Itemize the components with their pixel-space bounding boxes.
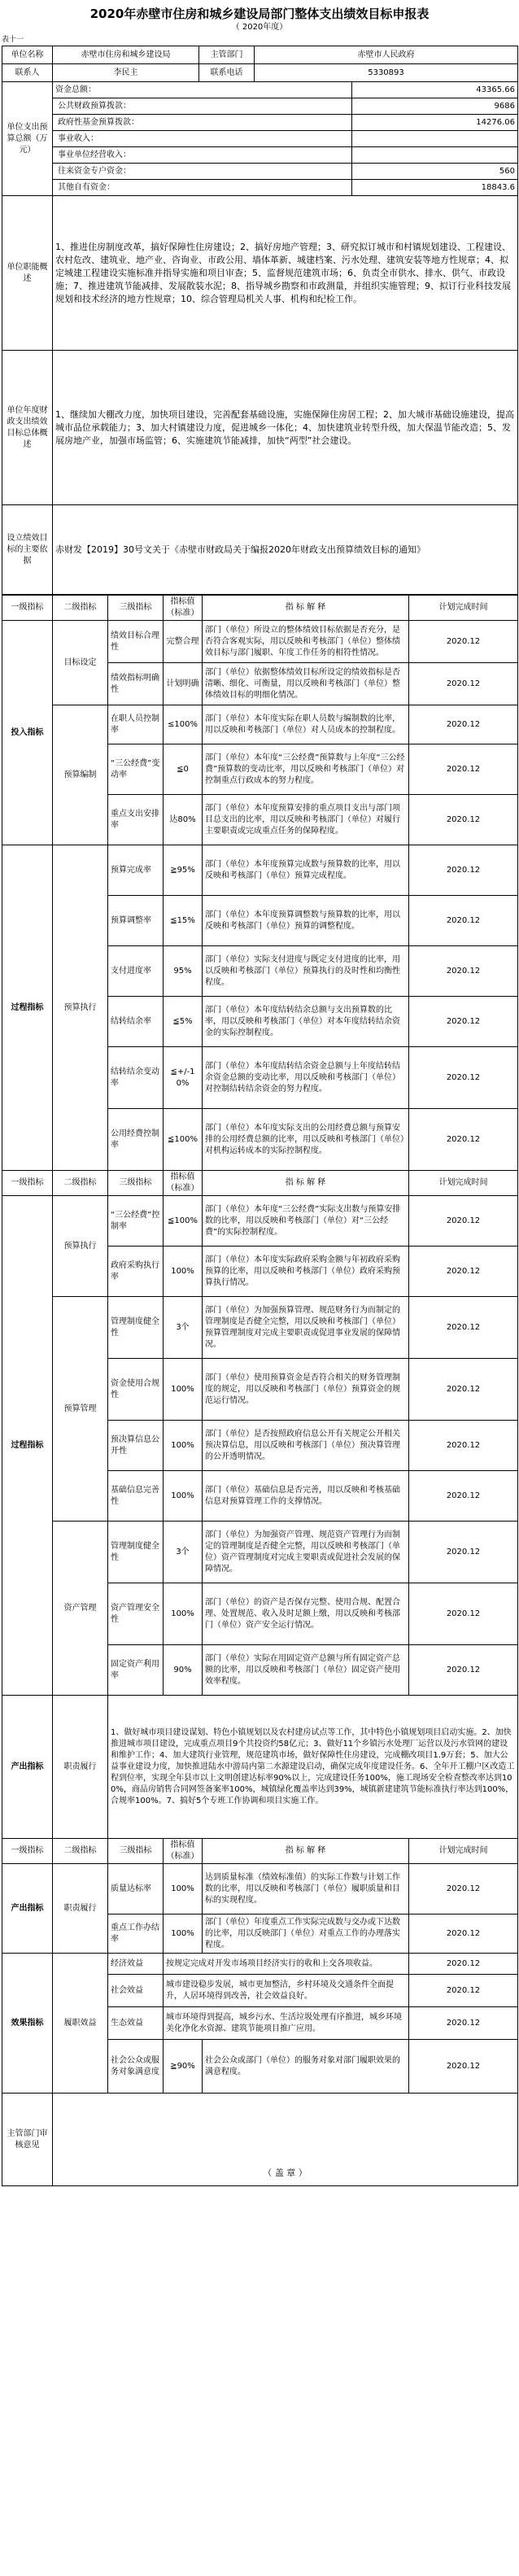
process-indicator-label: 过程指标 [2,1196,53,1696]
indicator-desc: 部门（单位）本年度实际在职人员数与编制数的比率，用以反映和考核部门（单位）对人员成本的控制程度。 [203,705,409,744]
col-header-plan: 计划完成时间 [409,1839,518,1864]
indicator-desc: 部门（单位）依据整体绩效目标所设定的绩效指标是否清晰、细化、可衡量，用以反映和考核部门（单位）整体绩效目标的明细化情况。 [203,663,409,705]
l2-label: 职责履行 [53,1864,108,1954]
indicator-desc: 部门（单位）的资产是否保存完整、使用合规、配置合理、处置规范、收入及时足额上缴，用以反映和考核部门（单位）资产安全运行情况。 [203,1583,409,1645]
l3-label: “三公经费”变动率 [108,744,164,795]
plan-date: 2020.12 [409,1047,518,1109]
l3-label: “三公经费”控制率 [108,1196,164,1247]
indicator-value: 100% [164,1583,203,1645]
funds-row-label: 事业单位经营收入： [53,147,352,164]
indicator-desc: 部门（单位）本年度结转结余总额与支出预算数的比率，用以反映和考核部门（单位）对本年度结转结余资金的实际控制程度。 [203,997,409,1047]
l3-label: 管理制度健全性 [108,1522,164,1583]
funds-row-label: 公共财政预算拨款： [53,98,352,115]
plan-date: 2020.12 [409,946,518,997]
indicator-desc: 部门（单位）实际在用固定资产总额与所有固定资产总额的比率，用以反映和考核部门（单位）固定资产使用效率程度。 [203,1645,409,1696]
indicator-value: 完整合理 [164,621,203,663]
l3-label: 资金使用合规性 [108,1359,164,1421]
l3-label: 基础信息完善性 [108,1471,164,1522]
funds-row-value: 18843.6 [352,180,518,196]
indicator-value: ≦15% [164,896,203,946]
indicator-value: 3个 [164,1522,203,1583]
page-title: 2020年赤壁市住房和城乡建设局部门整体支出绩效目标申报表 [89,7,430,21]
indicator-desc: 部门（单位）本年度“三公经费”预算数与上年度“三公经费”预算数的变动比率，用以反映和考核部门（单位）对控制重点行政成本的努力程度。 [203,744,409,795]
l3-label: 绩效目标合理性 [108,621,164,663]
funds-row-value: 14276.06 [352,115,518,131]
col-header-desc: 指 标 解 释 [203,1839,409,1864]
funds-row-label: 其他自有资金： [53,180,352,196]
indicator-value: 100% [164,1247,203,1297]
plan-date: 2020.12 [409,705,518,744]
col-header-l1: 一级指标 [2,596,53,621]
plan-date: 2020.12 [409,2007,518,2040]
seal-label: （ 盖 章 ） [263,2168,307,2178]
plan-date: 2020.12 [409,795,518,845]
contact-label: 联系人 [2,64,53,82]
duty-text: 1、推进住房制度改革，搞好保障性住房建设；2、搞好房地产管理；3、研究拟订城市和村镇规划建设、工程建设、农村危改、建筑业、地产业、咨询业、市政公用、墙体革新、城建档案、污水处理、建筑安装等地方性规章；4、拟定城建工程建设实施标准并指导实施和项目审查；5、监督规范建筑市场；6、负责全市供水、排水、供气、市政设施；7、推进建筑节能减排、发展散装水泥；8、指导城乡勘察和市政测量，并组织实施管理；9、拟订行业科技发展规划和技术经济的地方性规章；10、综合管理局机关人事、机构和纪检工作。 [53,196,518,351]
dept-value: 赤壁市人民政府 [255,46,518,64]
indicator-value: 90% [164,1645,203,1696]
funds-row-value: 43365.66 [352,82,518,98]
indicator-desc: 部门（单位）年度重点工作实际完成数与交办或下达数的比率，用以反映部门（单位）对重点工作的办理落实程度。 [203,1915,409,1954]
col-header-value: 指标值（标准） [164,1839,203,1864]
contact-value: 李民主 [53,64,199,82]
funds-row-value [352,131,518,147]
indicator-desc: 部门（单位）为加强预算管理、规范财务行为而制定的管理制度是否健全完整，用以反映和考核部门（单位）预算管理制度对完成主要职责或促进事业发展的保障情况。 [203,1297,409,1359]
phone-label: 联系电话 [199,64,255,82]
l3-label: 政府采购执行率 [108,1247,164,1297]
col-header-desc: 指 标 解 释 [203,1171,409,1196]
l2-label: 预算编制 [53,705,108,845]
indicator-desc: 部门（单位）本年度预算完成数与预算数的比率，用以反映和考核部门（单位）预算完成程度。 [203,845,409,896]
plan-date: 2020.12 [409,1954,518,1975]
funds-section-label: 单位支出预算总额（万元） [2,82,53,196]
l2-label: 职责履行 [53,1696,108,1839]
indicator-desc: 部门（单位）基础信息是否完善，用以反映和考核基础信息对预算管理工作的支撑情况。 [203,1471,409,1522]
plan-date: 2020.12 [409,1471,518,1522]
col-header-plan: 计划完成时间 [409,1171,518,1196]
col-header-value: 指标值（标准） [164,596,203,621]
plan-date: 2020.12 [409,1645,518,1696]
l3-label: 支付进度率 [108,946,164,997]
indicator-value: 95% [164,946,203,997]
l3-label: 社会公众或服务对象满意度 [108,2040,164,2094]
l2-label: 预算管理 [53,1297,108,1522]
col-header-plan: 计划完成时间 [409,596,518,621]
funds-row-label: 政府性基金预算拨款： [53,115,352,131]
l3-label: 经济效益 [108,1954,164,1975]
l3-label: 预算完成率 [108,845,164,896]
indicator-value: 100% [164,1471,203,1522]
plan-date: 2020.12 [409,1196,518,1247]
plan-date: 2020.12 [409,1109,518,1171]
indicator-desc: 部门（单位）本年度“三公经费”实际支出数与预算安排数的比率，用以反映和考核部门（单位）对“三公经费”的实际控制程度。 [203,1196,409,1247]
l3-label: 资产管理安全性 [108,1583,164,1645]
plan-date: 2020.12 [409,744,518,795]
indicator-value: ≦0 [164,744,203,795]
indicator-desc: 部门（单位）本年度实际政府采购金额与年初政府采购预算的比率，用以反映和考核部门（单位）政府采购预算执行情况。 [203,1247,409,1297]
funds-row-label: 往来资金专户资金： [53,164,352,180]
indicator-value: ≤100% [164,705,203,744]
process-indicator-label: 过程指标 [2,845,53,1171]
funds-row-value [352,147,518,164]
l2-label: 预算执行 [53,1196,108,1297]
l2-label: 预算执行 [53,845,108,1171]
indicator-desc: 部门（单位）本年度预算调整数与预算数的比率，用以反映和考核部门（单位）预算的调整程度。 [203,896,409,946]
output-indicator-label: 产出指标 [2,1864,53,1954]
l3-label: 重点支出安排率 [108,795,164,845]
l2-label: 履职效益 [53,1954,108,2094]
indicator-value: 达80% [164,795,203,845]
indicator-value: ≧90% [164,2040,203,2094]
plan-date: 2020.12 [409,2040,518,2094]
indicator-desc: 部门（单位）所设立的整体绩效目标依据是否充分，是否符合客观实际，用以反映和考核部门（单位）整体绩效目标与部门履职、年度工作任务的相符性情况。 [203,621,409,663]
col-header-l1: 一级指标 [2,1171,53,1196]
l3-label: 质量达标率 [108,1864,164,1915]
l3-label: 预决算信息公开性 [108,1421,164,1471]
plan-date: 2020.12 [409,1975,518,2007]
duty-label: 单位职能概述 [2,196,53,351]
info-table [2,46,518,595]
l3-label: 绩效指标明确性 [108,663,164,705]
col-header-l2: 二级指标 [53,596,108,621]
indicator-desc: 达到质量标准（绩效标准值）的实际工作数与计划工作数的比率，用以反映和考核部门（单位）履职质量和目标的实现程度。 [203,1864,409,1915]
l3-label: 公用经费控制率 [108,1109,164,1171]
plan-date: 2020.12 [409,1864,518,1915]
funds-row-label: 资金总额： [53,82,352,98]
effect-text: 社会公众或部门（单位）的服务对象对部门履职效果的满意程度。 [203,2040,409,2094]
plan-date: 2020.12 [409,997,518,1047]
output-text: 1、做好城市项目建设谋划、特色小镇规划以及农村建房试点等工作，其中特色小镇规划项目启动实施。2、加快推进城市项目建设，完成重点项目9个共投资约58亿元；3、做好11个乡镇污水处理厂运营以及污水管网的建设和维护工作；4、加大建筑行业管理，规范建筑市场，做好保障性住房建设，完成棚改项目1.9万套；5、加大公益事业建设力度，加快推进陆水中游局内第二水源建设启动，确保完成年度建设任务。6、全年开工棚户区改造工程到位率，实现全年县市以上文明创建达标率90%以上，完成建设任务100%，施工现场安全检查整改率达到100%，商品房销售合同网签备案率100%，城镇绿化覆盖率达到39%，城镇新建建筑节能标准执行率达到100%，合规率100%。7、搞好5个专班工作协调和项目实施工作。 [108,1696,518,1839]
indicator-value: ≦+/-10% [164,1047,203,1109]
l3-label: 生态效益 [108,2007,164,2040]
funds-row-label: 事业收入： [53,131,352,147]
unit-name-label: 单位名称 [2,46,53,64]
effect-text: 按规定完成对开发市场项目经济实行的收和上交各项收益。 [164,1954,409,1975]
plan-label: 单位年度财政支出绩效目标总体概述 [2,351,53,505]
indicator-desc: 部门（单位）是否按照政府信息公开有关规定公开相关预决算信息，用以反映和考核部门（单位）预决算管理的公开透明情况。 [203,1421,409,1471]
col-header-l2: 二级指标 [53,1839,108,1864]
indicator-desc: 部门（单位）本年度实际支出的公用经费总额与预算安排的公用经费总额的比率，用以反映和考核部门（单位）对机构运转成本的实际控制程度。 [203,1109,409,1171]
indicator-desc: 部门（单位）实际支付进度与既定支付进度的比率，用以反映和考核部门（单位）预算执行的及时性和均衡性程度。 [203,946,409,997]
col-header-l3: 三级指标 [108,596,164,621]
l2-label: 目标设定 [53,621,108,705]
plan-date: 2020.12 [409,1359,518,1421]
l2-label: 资产管理 [53,1522,108,1696]
plan-date: 2020.12 [409,1247,518,1297]
funds-row-value: 9686 [352,98,518,115]
funds-row-value: 560 [352,164,518,180]
indicator-value: 100% [164,1359,203,1421]
indicator-value: 3个 [164,1297,203,1359]
phone-value: 5330893 [255,64,518,82]
indicator-value: ≦5% [164,997,203,1047]
audit-cell [53,2094,518,2186]
col-header-l3: 三级指标 [108,1171,164,1196]
l3-label: 结转结余变动率 [108,1047,164,1109]
plan-date: 2020.12 [409,1583,518,1645]
plan-date: 2020.12 [409,896,518,946]
effect-text: 城市环境得到提高，城乡污水、生活垃圾处理有序推进，城乡环境美化净化水资源、建筑节能项目推广应用。 [164,2007,409,2040]
plan-date: 2020.12 [409,1915,518,1954]
output-indicator-label: 产出指标 [2,1696,53,1839]
indicator-desc: 部门（单位）本年度预算安排的重点项目支出与部门项目总支出的比率，用以反映和考核部门（单位）对履行主要职责或完成重点任务的保障程度。 [203,795,409,845]
effect-indicator-label: 效果指标 [2,1954,53,2094]
l3-label: 结转结余率 [108,997,164,1047]
col-header-l3: 三级指标 [108,1839,164,1864]
indicator-desc: 部门（单位）本年度结转结余资金总额与上年度结转结余资金总额的变动比率，用以反映和考核部门（单位）对控制结转结余资金的努力程度。 [203,1047,409,1109]
col-header-value: 指标值（标准） [164,1171,203,1196]
plan-text: 1、继续加大棚改力度，加快项目建设，完善配套基础设施，实施保障住房居工程；2、加大城市基础设施建设，提高城市品位承载能力；3、加大村镇建设力度，促进城乡一体化；4、加快建筑业转型升级，加大保温节能改造；5、发展房地产业，加强市场监管；6、实施建筑节能减排，加快“两型”社会建设。 [53,351,518,505]
year-label: （ 2020年度） [231,23,288,32]
indicator-value: 100% [164,1421,203,1471]
unit-name-value: 赤壁市住房和城乡建设局 [53,46,199,64]
plan-date: 2020.12 [409,1421,518,1471]
basis-text: 赤财发【2019】30号文关于《赤壁市财政局关于编报2020年财政支出预算绩效目标的通知》 [53,505,518,595]
l3-label: 重点工作办结率 [108,1915,164,1954]
l3-label: 预算调整率 [108,896,164,946]
dept-label: 主管部门 [199,46,255,64]
indicator-value: 100% [164,1915,203,1954]
indicator-value: ≧95% [164,845,203,896]
indicator-value: ≦100% [164,1109,203,1171]
indicator-value: 100% [164,1864,203,1915]
table-number: 表十一 [2,36,24,44]
effect-text: 城市建设稳步发展，城市更加整洁，乡村环境及交通条件全面提升，人居环境得到改善，社会效益良好。 [164,1975,409,2007]
input-indicator-label: 投入指标 [2,621,53,845]
l3-label: 固定资产利用率 [108,1645,164,1696]
basis-label: 设立绩效目标的主要依据 [2,505,53,595]
indicator-value: 计划明确 [164,663,203,705]
l3-label: 在职人员控制率 [108,705,164,744]
col-header-l1: 一级指标 [2,1839,53,1864]
l3-label: 管理制度健全性 [108,1297,164,1359]
indicator-desc: 部门（单位）为加强资产管理、规范资产管理行为而制定的管理制度是否健全完整，用以反映和考核部门（单位）资产管理制度对完成主要职责或促进社会发展的保障情况。 [203,1522,409,1583]
audit-label: 主管部门审核意见 [2,2094,53,2186]
l3-label: 社会效益 [108,1975,164,2007]
plan-date: 2020.12 [409,1522,518,1583]
plan-date: 2020.12 [409,621,518,663]
col-header-l2: 二级指标 [53,1171,108,1196]
plan-date: 2020.12 [409,663,518,705]
col-header-desc: 指 标 解 释 [203,596,409,621]
indicator-desc: 部门（单位）使用预算资金是否符合相关的财务管理制度的规定，用以反映和考核部门（单位）预算资金的规范运行情况。 [203,1359,409,1421]
indicator-value: ≦100% [164,1196,203,1247]
indicator-table [2,595,518,2186]
plan-date: 2020.12 [409,1297,518,1359]
plan-date: 2020.12 [409,845,518,896]
